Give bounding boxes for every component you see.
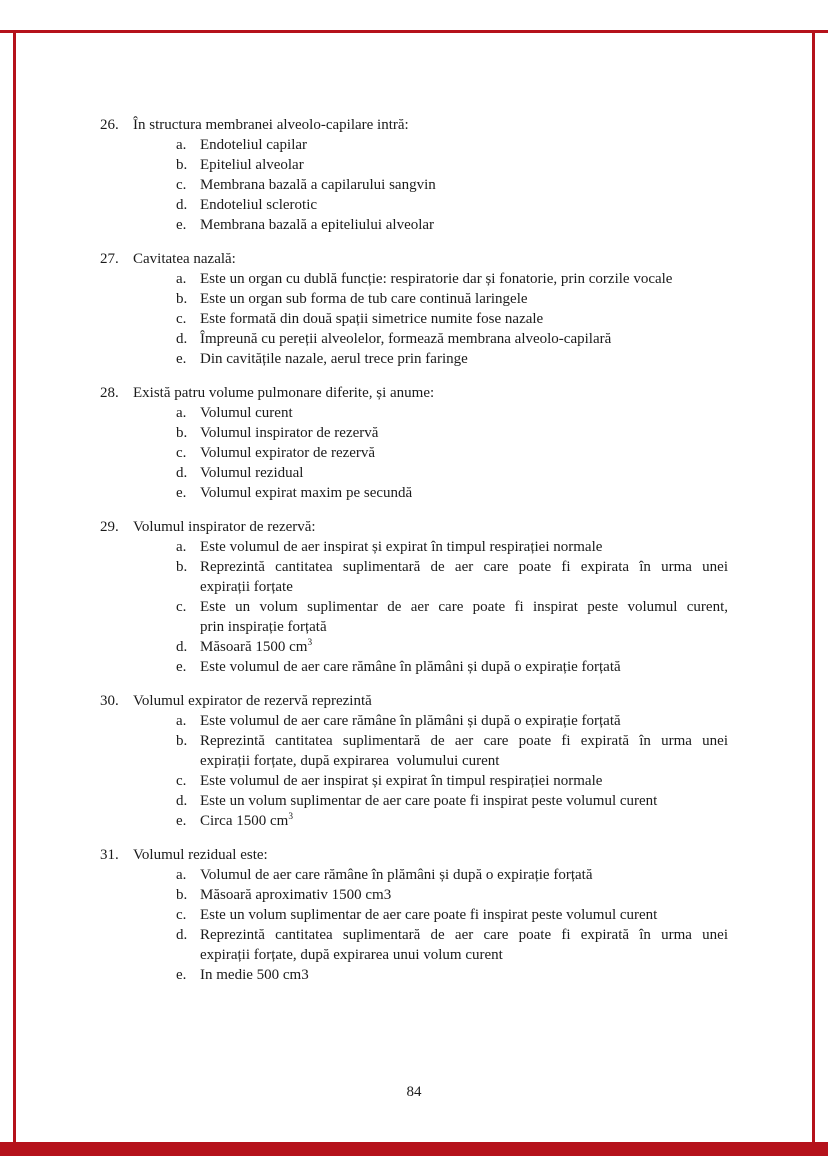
option-text-line: Circa 1500 $cm^3$ <box>200 812 293 829</box>
option-text-line: Este un volum suplimentar de aer care poate fi inspirat peste volumul curent <box>200 907 658 923</box>
answer-option <box>176 463 728 483</box>
option-text-line: Volumul rezidual <box>200 465 304 481</box>
option-text-line: Reprezintă cantitatea suplimentară de aer care poate fi expirata în urma unei <box>200 559 728 575</box>
answer-option <box>176 423 728 443</box>
option-letter: e. <box>176 967 187 983</box>
question-header <box>100 517 728 537</box>
option-letter: e. <box>176 659 187 675</box>
question-header <box>100 249 728 269</box>
option-text <box>200 483 728 503</box>
option-text <box>200 349 728 369</box>
option-text <box>200 423 728 443</box>
answer-option <box>176 195 728 215</box>
question-number: 30. <box>100 693 119 709</box>
option-text-line: Este volumul de aer inspirat și expirat în timpul respirației normale <box>200 539 603 555</box>
option-text <box>200 309 728 329</box>
option-letter: a. <box>176 867 187 883</box>
answer-option <box>176 771 728 791</box>
option-text <box>200 771 728 791</box>
option-text <box>200 791 728 811</box>
option-text <box>200 155 728 175</box>
answer-option <box>176 925 728 965</box>
option-letter: d. <box>176 793 188 809</box>
answer-option <box>176 269 728 289</box>
question-number: 28. <box>100 385 119 401</box>
option-letter: a. <box>176 137 187 153</box>
answer-option <box>176 443 728 463</box>
option-text-line: In medie 500 cm3 <box>200 967 309 983</box>
answer-option <box>176 155 728 175</box>
option-text <box>200 195 728 215</box>
option-letter: b. <box>176 425 188 441</box>
option-text-line: Este un volum suplimentar de aer care poate fi inspirat peste volumul curent, <box>200 599 728 615</box>
question-number: 31. <box>100 847 119 863</box>
option-letter: c. <box>176 177 187 193</box>
option-letter: d. <box>176 331 188 347</box>
option-letter: d. <box>176 927 188 943</box>
option-letter: b. <box>176 157 188 173</box>
option-letter: b. <box>176 733 188 749</box>
option-text <box>200 403 728 423</box>
options-list <box>176 537 728 677</box>
option-text-line: Epiteliul alveolar <box>200 157 304 173</box>
option-text-line: Volumul curent <box>200 405 293 421</box>
option-text-line: Măsoară aproximativ 1500 cm3 <box>200 887 392 903</box>
option-text <box>200 329 728 349</box>
option-text <box>200 731 728 771</box>
option-text <box>200 657 728 677</box>
question-text: În structura membranei alveolo-capilare intră: <box>133 117 409 133</box>
options-list <box>176 711 728 831</box>
answer-option <box>176 731 728 771</box>
option-text-line: Este volumul de aer inspirat și expirat în timpul respirației normale <box>200 773 603 789</box>
answer-option <box>176 637 728 657</box>
question <box>100 115 728 235</box>
superscript: 3 <box>307 638 313 648</box>
option-text <box>200 865 728 885</box>
answer-option <box>176 349 728 369</box>
option-text <box>200 905 728 925</box>
option-letter: a. <box>176 405 187 421</box>
option-letter: d. <box>176 639 188 655</box>
question-header <box>100 691 728 711</box>
answer-option <box>176 557 728 597</box>
option-text <box>200 443 728 463</box>
page-border-bottom <box>0 1142 828 1156</box>
answer-option <box>176 597 728 637</box>
answer-option <box>176 905 728 925</box>
option-text-line: Volumul expirator de rezervă <box>200 445 376 461</box>
option-text <box>200 711 728 731</box>
question-text: Există patru volume pulmonare diferite, și anume: <box>133 385 435 401</box>
question-text: Volumul expirator de rezervă reprezintă <box>133 693 372 709</box>
option-letter: a. <box>176 271 187 287</box>
question-number: 26. <box>100 117 119 133</box>
question <box>100 249 728 369</box>
option-letter: c. <box>176 311 187 327</box>
answer-option <box>176 885 728 905</box>
answer-option <box>176 537 728 557</box>
question-text: Volumul inspirator de rezervă: <box>133 519 316 535</box>
option-text-line: Reprezintă cantitatea suplimentară de aer care poate fi expirată în urma unei <box>200 927 728 943</box>
answer-option <box>176 329 728 349</box>
option-letter: e. <box>176 351 187 367</box>
answer-option <box>176 289 728 309</box>
option-text-line: Este un volum suplimentar de aer care poate fi inspirat peste volumul curent <box>200 793 658 809</box>
option-letter: d. <box>176 465 188 481</box>
option-letter: e. <box>176 813 187 829</box>
option-text-line: Este un organ sub forma de tub care continuă laringele <box>200 291 528 307</box>
option-text <box>200 289 728 309</box>
answer-option <box>176 811 728 831</box>
answer-option <box>176 657 728 677</box>
question <box>100 691 728 831</box>
option-text-line: Volumul expirat maxim pe secundă <box>200 485 413 501</box>
option-letter: a. <box>176 539 187 555</box>
option-text <box>200 135 728 155</box>
answer-option <box>176 403 728 423</box>
option-letter: a. <box>176 713 187 729</box>
option-text-line: Este volumul de aer care rămâne în plămâni și după o expirație forțată <box>200 713 621 729</box>
option-text <box>200 175 728 195</box>
option-text-line: expirații forțate <box>200 579 293 595</box>
option-letter: e. <box>176 217 187 233</box>
option-text-line: Volumul inspirator de rezervă <box>200 425 379 441</box>
answer-option <box>176 483 728 503</box>
option-letter: b. <box>176 291 188 307</box>
option-text-line: prin inspirație forțată <box>200 619 327 635</box>
option-text-line: Este formată din două spații simetrice numite fose nazale <box>200 311 544 327</box>
answer-option <box>176 175 728 195</box>
option-text <box>200 463 728 483</box>
superscript: 3 <box>288 812 293 822</box>
option-text <box>200 537 728 557</box>
options-list <box>176 865 728 985</box>
option-text <box>200 885 728 905</box>
page-border-right <box>812 30 815 1156</box>
option-text-line: Din cavitățile nazale, aerul trece prin faringe <box>200 351 468 367</box>
question <box>100 517 728 677</box>
option-text-line: Membrana bazală a epiteliului alveolar <box>200 217 435 233</box>
option-text-line: Reprezintă cantitatea suplimentară de aer care poate fi expirată în urma unei <box>200 733 728 749</box>
option-letter: b. <box>176 887 188 903</box>
option-text-line: Endoteliul capilar <box>200 137 308 153</box>
question-header <box>100 383 728 403</box>
option-text <box>200 269 728 289</box>
option-text-line: Este un organ cu dublă funcție: respiratorie dar și fonatorie, prin corzile vocale <box>200 271 673 287</box>
option-text <box>200 925 728 965</box>
option-text <box>200 965 728 985</box>
option-text-line: Membrana bazală a capilarului sangvin <box>200 177 436 193</box>
options-list <box>176 269 728 369</box>
answer-option <box>176 309 728 329</box>
option-text-line: expirații forțate, după expirarea unui volum curent <box>200 947 503 963</box>
option-letter: e. <box>176 485 187 501</box>
question-header <box>100 845 728 865</box>
option-text-line: Endoteliul sclerotic <box>200 197 318 213</box>
question <box>100 845 728 985</box>
question <box>100 383 728 503</box>
question-number: 27. <box>100 251 119 267</box>
option-text <box>200 637 728 657</box>
option-letter: c. <box>176 599 187 615</box>
question-header <box>100 115 728 135</box>
options-list <box>176 403 728 503</box>
answer-option <box>176 711 728 731</box>
option-letter: c. <box>176 445 187 461</box>
option-text <box>200 215 728 235</box>
option-text-line: Măsoară 1500 $cm^3$ <box>200 638 313 655</box>
options-list <box>176 135 728 235</box>
question-text: Cavitatea nazală: <box>133 251 236 267</box>
option-text-line: Este volumul de aer care rămâne în plămâni și după o expirație forțată <box>200 659 621 675</box>
option-text <box>200 557 728 597</box>
answer-option <box>176 791 728 811</box>
option-text <box>200 597 728 637</box>
option-text-line: expirații forțate, după expirarea volumului curent <box>200 753 500 769</box>
answer-option <box>176 135 728 155</box>
page-number: 84 <box>406 1084 422 1100</box>
option-letter: c. <box>176 773 187 789</box>
option-text-line: Împreună cu pereții alveolelor, formează membrana alveolo-capilară <box>200 331 612 347</box>
answer-option <box>176 865 728 885</box>
answer-option <box>176 965 728 985</box>
option-letter: d. <box>176 197 188 213</box>
option-letter: c. <box>176 907 187 923</box>
option-text-line: Volumul de aer care rămâne în plămâni și după o expirație forțată <box>200 867 593 883</box>
answer-option <box>176 215 728 235</box>
option-letter: b. <box>176 559 188 575</box>
question-number: 29. <box>100 519 119 535</box>
question-text: Volumul rezidual este: <box>133 847 268 863</box>
option-text <box>200 811 728 831</box>
